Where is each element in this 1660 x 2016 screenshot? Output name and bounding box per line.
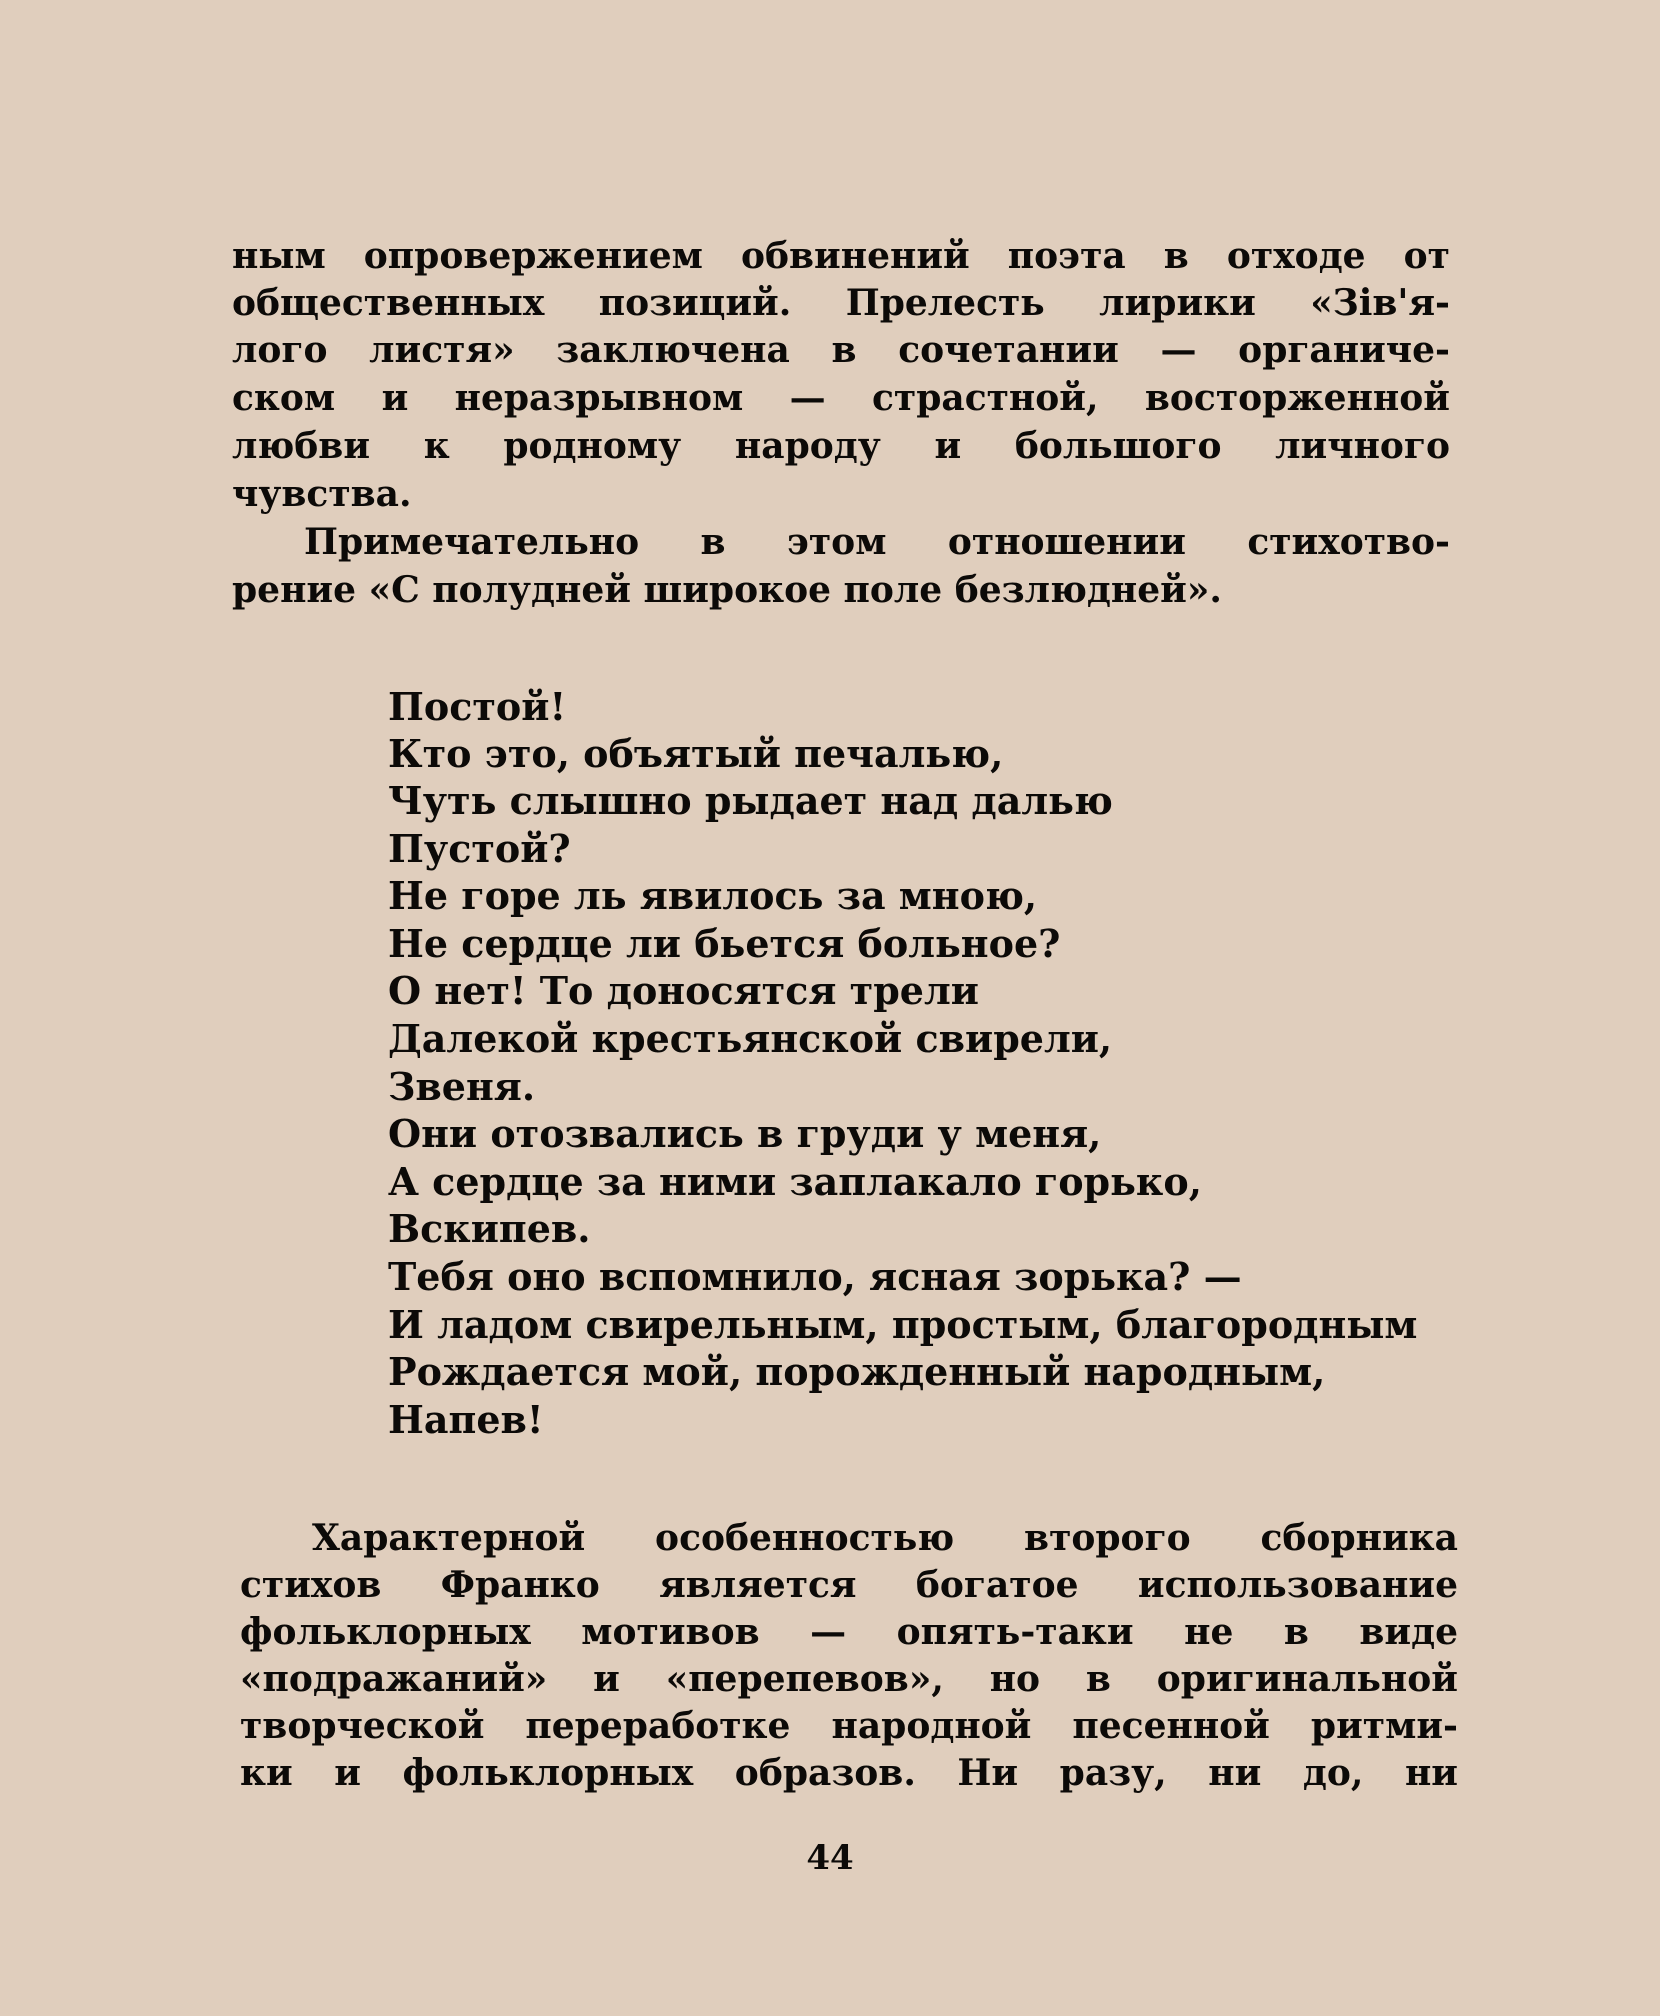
text-line: любви к родному народу и большого личного: [232, 425, 1450, 467]
text-line: фольклорных мотивов — опять-таки не в виде: [240, 1611, 1458, 1653]
text-line: творческой переработке народной песенной ритми-: [240, 1705, 1458, 1747]
poem-line: Пустой?: [388, 826, 571, 871]
text-line: ки и фольклорных образов. Ни разу, ни до, ни: [240, 1752, 1458, 1794]
text-line: чувства.: [232, 473, 412, 515]
poem-line: И ладом свирельным, простым, благородным: [388, 1302, 1418, 1347]
poem-line: Чуть слышно рыдает над далью: [388, 778, 1113, 823]
text-line: ском и неразрывном — страстной, восторженной: [232, 377, 1450, 419]
poem-line: Кто это, объятый печалью,: [388, 731, 1004, 776]
poem-line: Не сердце ли бьется больное?: [388, 921, 1061, 966]
poem-line: Далекой крестьянской свирели,: [388, 1016, 1113, 1061]
poem-line: Вскипев.: [388, 1206, 591, 1251]
text-line: стихов Франко является богатое использование: [240, 1564, 1458, 1606]
poem-line: Они отозвались в груди у меня,: [388, 1111, 1102, 1156]
text-line: лого листя» заключена в сочетании — органиче-: [232, 329, 1450, 371]
text-line: рение «С полудней широкое поле безлюдней».: [232, 569, 1222, 611]
poem-line: Тебя оно вспомнило, ясная зорька? —: [388, 1254, 1242, 1299]
text-line: ным опровержением обвинений поэта в отходе от: [232, 235, 1450, 277]
poem-line: Напев!: [388, 1397, 544, 1442]
poem-line: Звеня.: [388, 1064, 536, 1109]
page-number: 44: [806, 1838, 854, 1878]
poem-line: А сердце за ними заплакало горько,: [388, 1159, 1202, 1204]
poem-line: Рождается мой, порожденный народным,: [388, 1349, 1326, 1394]
text-line: Примечательно в этом отношении стихотво-: [304, 521, 1450, 563]
text-line: «подражаний» и «перепевов», но в оригинальной: [240, 1658, 1458, 1700]
poem-line: Постой!: [388, 684, 567, 729]
text-line: Характерной особенностью второго сборника: [312, 1517, 1458, 1559]
poem-line: О нет! То доносятся трели: [388, 968, 979, 1013]
poem-line: Не горе ль явилось за мною,: [388, 873, 1038, 918]
text-line: общественных позиций. Прелесть лирики «Зів'я-: [232, 282, 1450, 324]
